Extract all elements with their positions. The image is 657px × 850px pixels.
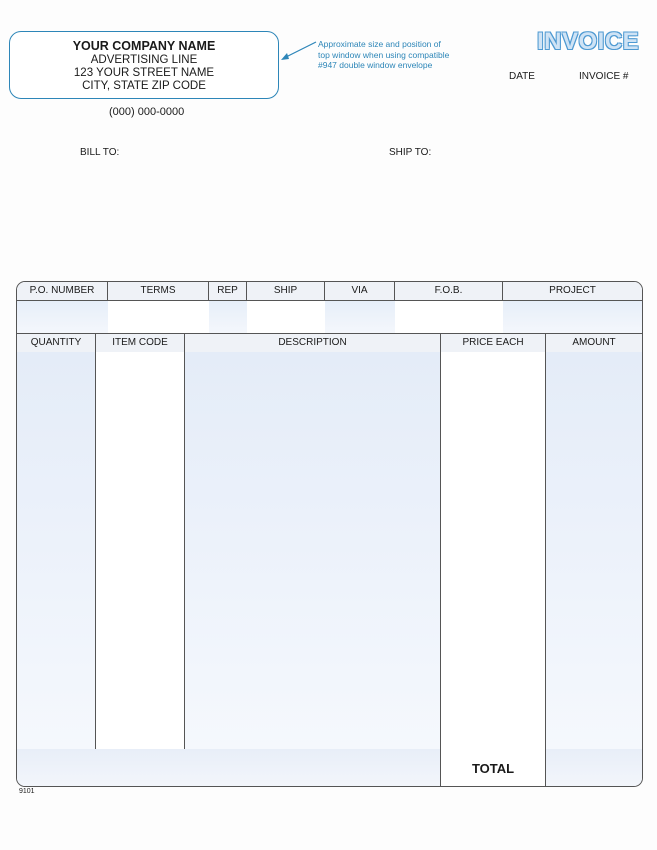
notes-area[interactable]	[17, 749, 441, 787]
project-field[interactable]	[503, 301, 642, 333]
date-label: DATE	[509, 71, 535, 82]
line-items-header	[17, 333, 642, 353]
form-code: 9101	[19, 788, 35, 795]
column-header-project: PROJECT	[549, 285, 596, 296]
envelope-note-line: Approximate size and position of	[318, 39, 441, 49]
total-row	[17, 749, 642, 787]
company-city-line: CITY, STATE ZIP CODE	[82, 80, 206, 92]
column-header-terms: TERMS	[108, 282, 209, 300]
envelope-note	[318, 39, 468, 71]
column-header-rep: REP	[209, 282, 247, 300]
column-header-fob: F.O.B.	[395, 282, 503, 300]
column-header-po-number: P.O. NUMBER	[17, 282, 108, 300]
invoice-title: INVOICE	[537, 28, 640, 55]
invoice-number-label: INVOICE #	[579, 71, 629, 82]
company-phone: (000) 000-0000	[109, 106, 185, 118]
order-info-fields	[17, 301, 642, 333]
total-label: TOTAL	[441, 749, 546, 787]
column-header-amount: AMOUNT	[572, 337, 616, 348]
quantity-column[interactable]	[17, 352, 96, 749]
column-header-description: DESCRIPTION	[185, 334, 441, 352]
line-items-body	[17, 352, 642, 750]
invoice-form	[16, 281, 643, 787]
item-code-column[interactable]	[96, 352, 185, 749]
po-number-field[interactable]	[17, 301, 108, 333]
company-street: 123 YOUR STREET NAME	[73, 67, 215, 79]
price-each-column[interactable]	[441, 352, 546, 749]
column-header-item-code: ITEM CODE	[96, 334, 185, 352]
company-name: YOUR COMPANY NAME	[72, 39, 216, 53]
advertising-line: ADVERTISING LINE	[90, 54, 198, 66]
column-header-quantity: QUANTITY	[17, 334, 96, 352]
column-header-price-each: PRICE EACH	[441, 334, 546, 352]
fob-field[interactable]	[395, 301, 503, 333]
order-info-header	[17, 282, 642, 301]
column-header-ship: SHIP	[247, 282, 325, 300]
rep-field[interactable]	[209, 301, 247, 333]
column-header-via: VIA	[325, 282, 395, 300]
via-field[interactable]	[325, 301, 395, 333]
envelope-note-line: top window when using compatible	[318, 49, 450, 60]
amount-column[interactable]	[546, 352, 642, 749]
total-amount-field[interactable]	[546, 749, 642, 787]
company-window	[9, 31, 279, 99]
terms-field[interactable]	[108, 301, 209, 333]
description-column[interactable]	[185, 352, 441, 749]
pointer-arrow-icon	[278, 38, 320, 64]
bill-to-label: BILL TO:	[80, 147, 120, 158]
ship-field[interactable]	[247, 301, 325, 333]
ship-to-label: SHIP TO:	[389, 147, 432, 158]
envelope-note-line: #947 double window envelope	[318, 60, 433, 70]
